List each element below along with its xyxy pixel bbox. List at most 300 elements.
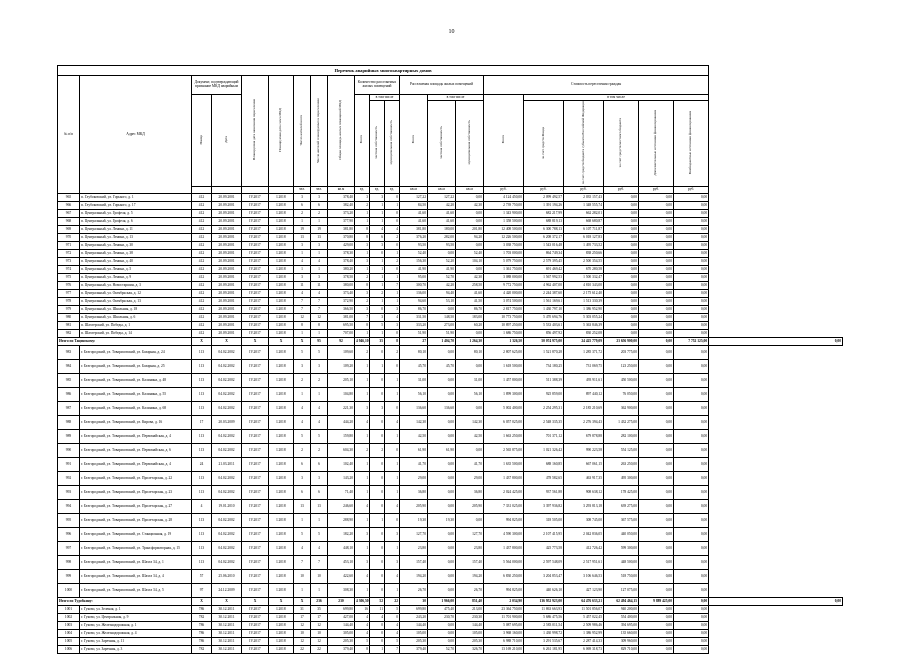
table-cell: 782 [192, 646, 212, 654]
table-cell: 4 [355, 570, 370, 584]
table-cell: 3 [311, 360, 328, 374]
table-cell: 7 331 025,00 [484, 500, 524, 514]
table-row [58, 430, 843, 444]
unit-cell: ед. [370, 187, 385, 194]
table-cell: 4 [385, 500, 400, 514]
table-cell: IV.2017 [242, 514, 269, 528]
table-cell: 1 [355, 430, 370, 444]
table-cell: 1 567 992,53 [524, 274, 564, 282]
table-cell: 94,60 [400, 298, 428, 306]
table-cell: 1 437 800,00 [484, 542, 524, 556]
table-cell: 2 517 951,61 [564, 556, 604, 570]
unit-cell: кв.м [428, 187, 456, 194]
table-cell: 203 775,00 [604, 346, 639, 360]
table-cell: п. Центральный, ул. Школьная, д. 6 [80, 314, 192, 322]
table-cell: 0,00 [604, 194, 639, 202]
subtotal-cell: 50 074 975,00 [524, 338, 564, 346]
table-cell: 0,00 [604, 314, 639, 322]
table-cell: I.2018 [269, 402, 294, 416]
table-cell: IV.2017 [242, 290, 269, 298]
table-cell: 17 [294, 614, 311, 622]
table-cell: 0,00 [674, 556, 709, 570]
table-cell: 0,00 [604, 322, 639, 330]
table-row [58, 646, 843, 654]
table-cell: 102,40 [328, 458, 355, 472]
subtotal-cell: 136 952 923,00 [524, 598, 564, 606]
table-cell: 0,00 [639, 360, 674, 374]
table-cell: 30.12.2011 [212, 630, 242, 638]
table-cell: 318 505,00 [524, 514, 564, 528]
table-cell: 412 [192, 194, 212, 202]
table-cell: 5 686 475,56 [524, 614, 564, 622]
table-cell: I.2018 [269, 638, 294, 646]
table-cell: 3 [385, 528, 400, 542]
table-cell: IV.2017 [242, 472, 269, 486]
table-cell: 113 [192, 514, 212, 528]
table-cell: 95,00 [400, 274, 428, 282]
table-cell: 0,00 [456, 266, 484, 274]
subtotal-cell: 0,00 [709, 338, 843, 346]
table-cell: 1 [355, 486, 370, 500]
table-cell: 178 425,00 [604, 486, 639, 500]
table-cell: 3 [370, 194, 385, 202]
table-row [58, 500, 843, 514]
subtotal-cell: 7 752 125,00 [674, 338, 709, 346]
table-cell: 1002 [58, 614, 80, 622]
table-cell: 0,00 [456, 194, 484, 202]
table-cell: 965 [58, 194, 80, 202]
table-cell: 3 106 646,53 [564, 570, 604, 584]
table-cell: 0,00 [674, 472, 709, 486]
table-cell: г. Белгородский, ул. Товарисовский, ул. Первомайская, д. 4 [80, 458, 192, 472]
table-cell: 7 [311, 306, 328, 314]
table-cell: 495 300,00 [604, 472, 639, 486]
table-cell: 996 [58, 528, 80, 542]
table-row [58, 250, 843, 258]
table-cell: 0,00 [674, 458, 709, 472]
table-cell: 4 124 450,00 [484, 194, 524, 202]
table-cell: 2 276 394,43 [564, 416, 604, 430]
table-cell: г. Гуково, ул. Зеленая, д. 1 [80, 606, 192, 614]
table-cell: 380,20 [328, 266, 355, 274]
table-cell: 394 695,00 [604, 622, 639, 630]
table-cell: 86,70 [456, 306, 484, 314]
col-total-area: Общая площадь жилых помещений МКД [328, 76, 355, 187]
table-cell: 04.02.2002 [212, 388, 242, 402]
table-cell: п. Центральный, ул. Грофеля, д. 6 [80, 218, 192, 226]
table-row [58, 234, 843, 242]
table-cell: 94,40 [428, 290, 456, 298]
table-cell: 2 185 210,69 [564, 402, 604, 416]
table-cell: 0,00 [604, 330, 639, 338]
table-cell: 973 [58, 258, 80, 266]
table-cell: 2 035 157,43 [564, 194, 604, 202]
table-cell: 0,00 [456, 402, 484, 416]
table-cell: 429,00 [328, 242, 355, 250]
table-cell: 1 [385, 202, 400, 210]
table-cell: 1 [294, 514, 311, 528]
table-cell: IV.2017 [242, 416, 269, 430]
table-cell: 511 388,39 [524, 374, 564, 388]
table-cell: 13 169 210,00 [484, 646, 524, 654]
table-cell: 1 [385, 542, 400, 556]
table-cell: 2 [385, 234, 400, 242]
table-cell: 0,00 [428, 542, 456, 556]
table-cell: 0,00 [674, 298, 709, 306]
table-cell: 0,00 [604, 250, 639, 258]
table-cell: 0,00 [639, 606, 674, 614]
table-cell: п. Центральный, ул. Школьная, д. 18 [80, 306, 192, 314]
table-cell: 1 [385, 388, 400, 402]
table-cell: 0,00 [674, 194, 709, 202]
unit-cell: ед. [355, 187, 370, 194]
table-cell: 97 [192, 584, 212, 598]
table-cell: 4 [311, 258, 328, 266]
table-cell: г. Белгородский, ул. Товарисовский, ул. Шахта 34, д. 1 [80, 556, 192, 570]
table-cell: 1 [355, 584, 370, 598]
table-cell: 41,70 [456, 458, 484, 472]
table-cell: 113 [192, 402, 212, 416]
table-cell: 0,00 [639, 646, 674, 654]
table-cell: 45,70 [400, 360, 428, 374]
emergency-housing-table [57, 65, 843, 654]
table-cell: 157,40 [400, 556, 428, 570]
table-cell: 52,70 [428, 646, 456, 654]
table-cell: 6 [311, 486, 328, 500]
table-cell: 13 [294, 234, 311, 242]
table-cell: 0,00 [639, 444, 674, 458]
table-cell: I.2018 [269, 218, 294, 226]
table-cell: 19 [294, 226, 311, 234]
table-cell: п. Центральный, ул. Ленина, д. 5 [80, 266, 192, 274]
table-cell: 4 [370, 226, 385, 234]
table-cell: 159,80 [328, 430, 355, 444]
table-cell: 376,20 [400, 234, 428, 242]
table-cell: 61,90 [400, 444, 428, 458]
table-cell: I.2018 [269, 226, 294, 234]
table-cell: 2 807 625,00 [484, 346, 524, 360]
table-cell: 699,80 [400, 606, 428, 614]
table-cell: 2 [355, 274, 370, 282]
table-cell: 1 [370, 646, 385, 654]
table-row [58, 360, 843, 374]
table-cell: 0,00 [639, 274, 674, 282]
table-cell: 0 [370, 542, 385, 556]
table-cell: 0,00 [639, 402, 674, 416]
table-cell: 380,00 [328, 282, 355, 290]
table-cell: 326,70 [456, 646, 484, 654]
table-cell: 1 [370, 258, 385, 266]
table-cell: 2 107 415,95 [524, 528, 564, 542]
table-cell: 0,00 [604, 218, 639, 226]
table-cell: 20.09.2001 [212, 290, 242, 298]
table-cell: 0 [385, 242, 400, 250]
table-cell: I.2018 [269, 630, 294, 638]
table-cell: 5 [385, 638, 400, 646]
table-cell: 6 208 372,17 [524, 234, 564, 242]
unit-cell: кв.м [456, 187, 484, 194]
table-cell: 829 710,00 [604, 646, 639, 654]
table-cell: 04.02.2002 [212, 542, 242, 556]
table-cell: 1 [385, 374, 400, 388]
table-cell: 0,00 [674, 622, 709, 630]
table-cell: 0,00 [639, 570, 674, 584]
table-cell: 7 [311, 556, 328, 570]
table-cell: 20.09.2001 [212, 330, 242, 338]
table-cell: 6 018 127,83 [564, 234, 604, 242]
col-residents-total: Число жителей всего [294, 76, 311, 187]
table-cell: п. Глубоковский, ул. Горького, д. 17 [80, 202, 192, 210]
table-cell: 2 548 335,35 [524, 416, 564, 430]
table-cell: 20.09.2001 [212, 282, 242, 290]
table-cell: 6 [294, 458, 311, 472]
table-row [58, 402, 843, 416]
table-cell: 0,00 [428, 500, 456, 514]
table-cell: 9 772 750,00 [484, 282, 524, 290]
table-cell: 1 703 000,00 [484, 250, 524, 258]
unit-cell: руб. [674, 187, 709, 194]
table-cell: 20.09.2001 [212, 234, 242, 242]
table-cell: 20.09.2001 [212, 274, 242, 282]
table-cell: 1 386 952,90 [564, 306, 604, 314]
table-cell: 0,00 [639, 622, 674, 630]
table-cell: 5 [311, 528, 328, 542]
table-cell: 12 [311, 638, 328, 646]
table-cell: 0 [385, 614, 400, 622]
col-cost-fund: за счет средств Фонда [524, 101, 564, 187]
table-cell: 13 [311, 500, 328, 514]
table-cell: 1 [355, 360, 370, 374]
table-cell: 366,50 [328, 306, 355, 314]
table-cell: 2 042 836,05 [564, 528, 604, 542]
table-cell: 1 [294, 388, 311, 402]
table-cell: 1 [355, 266, 370, 274]
table-cell: 04.02.2002 [212, 402, 242, 416]
subtotal-cell: 30 [400, 598, 428, 606]
table-cell: 4 [385, 314, 400, 322]
table-cell: 6 988 710,00 [484, 638, 524, 646]
table-cell: I.2018 [269, 388, 294, 402]
table-cell: 8 [355, 282, 370, 290]
table-cell: 1 635 500,00 [484, 458, 524, 472]
table-cell: 786 [192, 638, 212, 646]
subtotal-cell: 2 034,90 [484, 598, 524, 606]
table-cell: 3 [355, 258, 370, 266]
table-cell: 52,40 [400, 250, 428, 258]
table-cell: I.2018 [269, 234, 294, 242]
table-row [58, 472, 843, 486]
table-cell: 5 363 846,39 [564, 322, 604, 330]
table-cell: 5 [311, 346, 328, 360]
table-cell: 3 [355, 194, 370, 202]
subtotal-cell: 24 425 779,09 [564, 338, 604, 346]
table-cell: 701 371,12 [524, 430, 564, 444]
table-cell: 0,00 [428, 346, 456, 360]
subtotal-cell: 1 966,00 [428, 598, 456, 606]
table-cell: 373,20 [328, 210, 355, 218]
subtotal-cell: 0,00 [709, 598, 843, 606]
table-cell: 1 [294, 584, 311, 598]
table-cell: 0,00 [639, 614, 674, 622]
table-cell: 2 [294, 444, 311, 458]
table-cell: 0,00 [639, 242, 674, 250]
table-cell: 5 564 000,00 [484, 556, 524, 570]
table-cell: 0,00 [674, 630, 709, 638]
table-cell: 3 [311, 274, 328, 282]
col-cost-extra-funding: Дополнительные источники финансирования [639, 101, 674, 187]
table-cell: 35 [311, 606, 328, 614]
table-cell: 980 [58, 314, 80, 322]
table-cell: 0,00 [428, 250, 456, 258]
table-cell: 1 358 500,00 [484, 218, 524, 226]
table-cell: 0 [370, 472, 385, 486]
table-cell: 4 [385, 226, 400, 234]
table-cell: I.2018 [269, 282, 294, 290]
table-cell: 30.12.2011 [212, 638, 242, 646]
table-cell: 41,50 [456, 298, 484, 306]
table-cell: 1 437 800,00 [484, 472, 524, 486]
subtotal-row [58, 338, 843, 346]
table-cell: 109,20 [328, 360, 355, 374]
table-cell: 136,60 [428, 402, 456, 416]
table-cell: 0,00 [428, 374, 456, 388]
table-cell: 0,00 [604, 266, 639, 274]
table-cell: 969 [58, 226, 80, 234]
table-cell: 12 [311, 314, 328, 322]
table-cell: 1 686 750,00 [484, 330, 524, 338]
table-cell: 2 509 986,46 [564, 622, 604, 630]
table-cell: 127,70 [456, 528, 484, 542]
table-cell: 0,00 [674, 646, 709, 654]
unit-cell: чел. [294, 187, 311, 194]
table-cell: 1 561 169,61 [524, 298, 564, 306]
table-cell: 6 057 025,00 [484, 416, 524, 430]
table-cell: I.2018 [269, 306, 294, 314]
table-cell: 4 [385, 630, 400, 638]
col-area-group: Расселяемая площадь жилых помещений [400, 76, 484, 95]
table-cell: 1 495 733,52 [564, 242, 604, 250]
table-cell: IV.2017 [242, 194, 269, 202]
table-cell: IV.2017 [242, 330, 269, 338]
table-cell: 1 [311, 584, 328, 598]
col-area-sub: в том числе [428, 95, 484, 101]
table-cell: 990 [58, 444, 80, 458]
col-planned-demolish: Планируемая дата сноса МКД [269, 76, 294, 187]
table-cell: 52,20 [428, 258, 456, 266]
table-cell: 662 282,01 [564, 210, 604, 218]
table-cell: 0,00 [604, 234, 639, 242]
table-cell: 972 [58, 250, 80, 258]
table-cell: 156,30 [400, 258, 428, 266]
table-cell: 1 [355, 210, 370, 218]
table-cell: 0,00 [674, 402, 709, 416]
table-cell: 994 825,00 [484, 584, 524, 598]
table-cell: 41,60 [400, 210, 428, 218]
table-cell: 830 252,08 [564, 330, 604, 338]
subtotal-cell: X [212, 338, 242, 346]
table-cell: 94,20 [456, 234, 484, 242]
table-cell: 0,00 [674, 416, 709, 430]
table-cell: 378,50 [328, 274, 355, 282]
table-cell: 0,00 [639, 290, 674, 298]
table-cell: 0 [370, 528, 385, 542]
table-cell: 0,00 [456, 218, 484, 226]
table-cell: 412 [192, 314, 212, 322]
table-cell: 991 [58, 458, 80, 472]
table-cell: 998 [58, 556, 80, 570]
table-cell: 0,00 [604, 290, 639, 298]
table-cell: 412 [192, 322, 212, 330]
table-cell: 10 [294, 570, 311, 584]
table-cell: 0,00 [674, 282, 709, 290]
table-cell: 0,00 [428, 528, 456, 542]
table-cell: 1 [385, 472, 400, 486]
table-cell: 0,00 [428, 486, 456, 500]
table-cell: 20.09.2001 [212, 250, 242, 258]
table-cell: 1 [385, 290, 400, 298]
table-cell: IV.2017 [242, 346, 269, 360]
table-cell: 1005 [58, 638, 80, 646]
table-cell: 0,00 [674, 314, 709, 322]
table-cell: 1 [385, 430, 400, 444]
table-cell: I.2018 [269, 614, 294, 622]
table-cell: 448,10 [328, 542, 355, 556]
table-cell: 52,40 [456, 250, 484, 258]
table-cell: IV.2017 [242, 306, 269, 314]
table-cell: 2 244 387,60 [524, 290, 564, 298]
table-cell: 0,00 [428, 306, 456, 314]
table-cell: 412 [192, 226, 212, 234]
table-cell: 970 [58, 234, 80, 242]
table-cell: 282,00 [428, 234, 456, 242]
table-cell: 412 [192, 218, 212, 226]
col-area-municipal: муниципальная собственность [456, 101, 484, 187]
subtotal-row [58, 598, 843, 606]
table-cell: I.2018 [269, 416, 294, 430]
unit-cell: ед. [385, 187, 400, 194]
table-cell: 1 [355, 472, 370, 486]
table-cell: 1 513 330,39 [564, 298, 604, 306]
table-cell: 148,50 [428, 314, 456, 322]
table-cell: 381,80 [328, 226, 355, 234]
table-cell: IV.2017 [242, 274, 269, 282]
table-cell: 52,70 [428, 274, 456, 282]
table-cell: 127,22 [400, 194, 428, 202]
table-cell: 333,20 [400, 322, 428, 330]
table-cell: 205,30 [456, 638, 484, 646]
table-cell: 0,00 [674, 218, 709, 226]
table-cell: п. Центральный, ул. Ленина, д. 30 [80, 242, 192, 250]
table-cell: 1 663 250,00 [484, 430, 524, 444]
table-row [58, 210, 843, 218]
table-cell: 699,80 [328, 606, 355, 614]
table-cell: 975 [58, 274, 80, 282]
table-cell: 440 050,00 [604, 528, 639, 542]
table-cell: I.2018 [269, 556, 294, 570]
table-cell: 3 [385, 322, 400, 330]
table-cell: 84,50 [400, 202, 428, 210]
col-cost-extra-planned: Внебюджетные источники финансирования [674, 101, 709, 187]
table-row [58, 542, 843, 556]
table-cell: 20.09.2001 [212, 322, 242, 330]
table-cell: 17 [192, 416, 212, 430]
table-cell: 838 250,66 [564, 250, 604, 258]
table-cell: 5 303 055,24 [564, 314, 604, 322]
table-cell: 42,50 [456, 430, 484, 444]
table-cell: 20.03.2009 [212, 416, 242, 430]
table-cell: 1 [370, 274, 385, 282]
table-cell: 0,00 [674, 360, 709, 374]
